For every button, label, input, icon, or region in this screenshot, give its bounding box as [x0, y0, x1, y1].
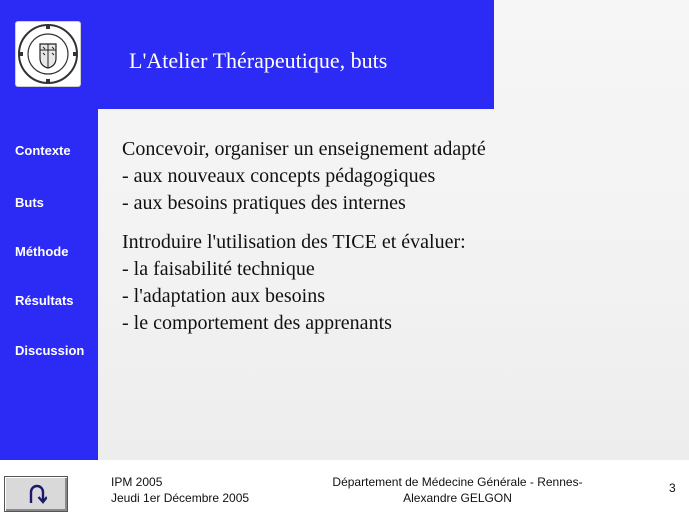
event-name: IPM 2005 [111, 475, 163, 489]
block-heading: Introduire l'utilisation des TICE et évaluer: [122, 231, 466, 253]
footer-event-info [111, 474, 249, 506]
department-name: Département de Médecine Générale - Rennes- [332, 475, 583, 489]
nav-item-methode[interactable]: Méthode [15, 244, 69, 259]
goal-block-teaching [122, 136, 682, 217]
slide-content [122, 136, 682, 349]
bullet-item: - aux nouveaux concepts pédagogiques [122, 165, 436, 187]
nav-item-discussion[interactable]: Discussion [15, 343, 85, 358]
nav-item-buts[interactable]: Buts [15, 195, 44, 210]
home-button[interactable] [4, 476, 68, 512]
u-turn-arrow-icon [27, 483, 47, 505]
bullet-item: - l'adaptation aux besoins [122, 285, 325, 307]
nav-item-resultats[interactable]: Résultats [15, 293, 74, 308]
slide-title: L'Atelier Thérapeutique, buts [129, 48, 388, 73]
block-heading: Concevoir, organiser un enseignement adapté [122, 138, 486, 160]
bullet-item: - le comportement des apprenants [122, 312, 392, 334]
page-number: 3 [669, 481, 676, 495]
event-date: Jeudi 1er Décembre 2005 [111, 491, 250, 505]
goal-block-tice [122, 229, 682, 337]
author-name: Alexandre GELGON [403, 491, 512, 505]
footer-author-info [300, 474, 615, 506]
section-nav [0, 0, 98, 460]
bullet-item: - aux besoins pratiques des internes [122, 192, 406, 214]
bullet-item: - la faisabilité technique [122, 258, 315, 280]
nav-item-contexte[interactable]: Contexte [15, 143, 71, 158]
